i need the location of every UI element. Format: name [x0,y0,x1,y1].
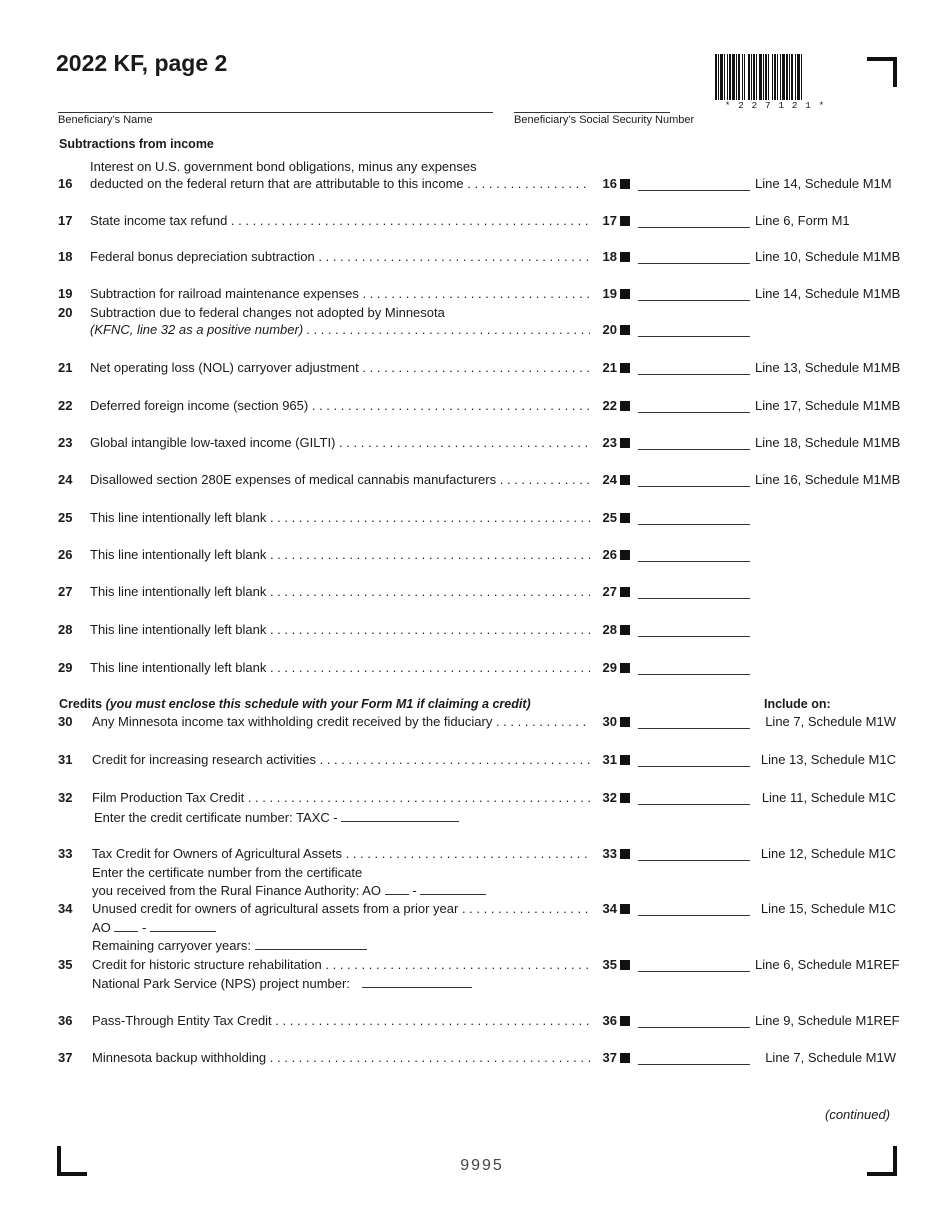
line-description: Unused credit for owners of agricultural assets from a prior year . . . [92,901,590,916]
film-certificate-label: Enter the credit certificate number: TAXC - [94,810,338,825]
continued-note: (continued) [825,1107,891,1122]
line-16-description-first: Interest on U.S. government bond obligations, minus any expenses [90,159,477,174]
line-description: This line intentionally left blank . . . [90,510,590,525]
line-label: 25 [602,510,617,525]
line-reference: Line 11, Schedule M1C [761,790,896,805]
line-label: 32 [602,790,617,805]
line-number: 19 [58,286,73,301]
line-32-amount-field[interactable] [638,790,750,805]
line-19-amount-field[interactable] [638,286,750,301]
ag-certificate-instruction: Enter the certificate number from the certificate [92,865,363,880]
nps-project-field[interactable] [362,976,472,988]
beneficiary-name-field[interactable] [58,98,493,113]
line-label: 33 [602,846,617,861]
beneficiary-name-label: Beneficiary’s Name [58,114,153,126]
line-description: Credit for increasing research activities . . . [92,752,590,767]
line-33-amount-field[interactable] [638,846,750,861]
film-certificate-field[interactable] [341,810,459,822]
line-description: Tax Credit for Owners of Agricultural Assets . . . [92,846,590,861]
ag-certificate-row: you received from the Rural Finance Authority: AO - [92,883,486,898]
nps-project-label: National Park Service (NPS) project number: [92,976,350,991]
line-label: 36 [602,1013,617,1028]
required-square-icon [620,252,630,262]
line-reference: Line 7, Schedule M1W [765,1050,896,1065]
line-reference: Line 18, Schedule M1MB [755,435,901,450]
line-description: Subtraction for railroad maintenance expenses . . . [90,286,590,301]
line-reference: Line 9, Schedule M1REF [755,1013,900,1028]
required-square-icon [620,663,630,673]
corner-mark-bottom-left [57,1146,87,1176]
line-label: 35 [602,957,617,972]
required-square-icon [620,1053,630,1063]
line-label: 21 [602,360,617,375]
line-reference: Line 13, Schedule M1MB [755,360,901,375]
remaining-years-label: Remaining carryover years: [92,938,251,953]
required-square-icon [620,587,630,597]
line-label: 24 [602,472,617,487]
line-label: 37 [602,1050,617,1065]
beneficiary-ssn-field[interactable] [514,98,670,113]
required-square-icon [620,625,630,635]
subtractions-heading: Subtractions from income [59,137,214,151]
ag-certificate-label: you received from the Rural Finance Authority: AO [92,883,382,898]
line-number: 34 [58,901,73,916]
line-label: 26 [602,547,617,562]
line-number: 20 [58,305,73,320]
required-square-icon [620,475,630,485]
line-description: (KFNC, line 32 as a positive number) . . . [90,322,590,337]
line-number: 21 [58,360,73,375]
required-square-icon [620,216,630,226]
line-reference: Line 13, Schedule M1C [760,752,896,767]
line-number: 33 [58,846,73,861]
line-18-amount-field[interactable] [638,249,750,264]
film-certificate-row [94,810,459,825]
required-square-icon [620,289,630,299]
line-label: 34 [602,901,617,916]
required-square-icon [620,363,630,373]
beneficiary-ssn-label: Beneficiary’s Social Security Number [514,114,695,126]
line-label: 31 [602,752,617,767]
line-number: 25 [58,510,73,525]
line-number: 18 [58,249,73,264]
unused-ao-label: AO [92,920,111,935]
line-26-amount-field[interactable] [638,547,750,562]
line-27-amount-field[interactable] [638,584,750,599]
page-title: 2022 KF, page 2 [56,50,228,76]
line-label: 30 [602,714,617,729]
line-label: 18 [602,249,617,264]
line-23-amount-field[interactable] [638,435,750,450]
line-reference: Line 10, Schedule M1MB [755,249,901,264]
required-square-icon [620,717,630,727]
line-reference: Line 14, Schedule M1MB [755,286,901,301]
line-reference: Line 15, Schedule M1C [760,901,896,916]
line-description: Film Production Tax Credit . . . [92,790,590,805]
line-label: 19 [602,286,617,301]
line-number: 35 [58,957,73,972]
line-number: 36 [58,1013,73,1028]
line-description: This line intentionally left blank . . . [90,584,590,599]
line-description: Deferred foreign income (section 965) . . . [90,398,590,413]
line-20-description-first: Subtraction due to federal changes not adopted by Minnesota [90,305,445,320]
line-label: 27 [602,584,617,599]
line-21-amount-field[interactable] [638,360,750,375]
required-square-icon [620,401,630,411]
line-31-amount-field[interactable] [638,752,750,767]
ag-certificate-prefix-field[interactable] [385,883,409,895]
line-reference: Line 17, Schedule M1MB [755,398,901,413]
line-description: Net operating loss (NOL) carryover adjustment . . . [90,360,590,375]
line-reference: Line 7, Schedule M1W [765,714,896,729]
line-reference: Line 6, Form M1 [755,213,850,228]
line-35-amount-field[interactable] [638,957,750,972]
required-square-icon [620,179,630,189]
ag-certificate-number-field[interactable] [420,883,486,895]
required-square-icon [620,438,630,448]
line-label: 20 [602,322,617,337]
line-34-amount-field[interactable] [638,901,750,916]
required-square-icon [620,960,630,970]
line-number: 24 [58,472,73,487]
line-number: 16 [58,176,73,191]
required-square-icon [620,755,630,765]
remaining-years-field[interactable] [255,938,367,950]
line-29-amount-field[interactable] [638,660,750,675]
line-17-amount-field[interactable] [638,213,750,228]
barcode-text: * 2 2 7 1 2 1 * [724,100,826,111]
line-number: 27 [58,584,73,599]
line-30-amount-field[interactable] [638,714,750,729]
line-number: 30 [58,714,73,729]
credits-heading-note: (you must enclose this schedule with your Form M1 if claiming a credit) [105,697,531,711]
corner-mark-top-right [867,57,897,87]
line-number: 29 [58,660,73,675]
unused-ao-row: AO - [92,920,216,935]
line-description: This line intentionally left blank . . . [90,547,590,562]
required-square-icon [620,904,630,914]
line-number: 26 [58,547,73,562]
line-label: 29 [602,660,617,675]
line-number: 31 [58,752,73,767]
line-description: State income tax refund . . . [90,213,590,228]
unused-ao-number-field[interactable] [150,920,216,932]
line-description: Pass-Through Entity Tax Credit . . . [92,1013,590,1028]
line-number: 32 [58,790,73,805]
line-25-amount-field[interactable] [638,510,750,525]
include-on-heading: Include on: [764,697,831,711]
corner-mark-bottom-right [867,1146,897,1176]
remaining-years-row [92,938,367,953]
line-number: 28 [58,622,73,637]
line-label: 28 [602,622,617,637]
line-description: deducted on the federal return that are attributable to this income . . . [90,176,590,191]
line-label: 17 [602,213,617,228]
line-number: 22 [58,398,73,413]
form-number: 9995 [460,1157,504,1174]
unused-ao-prefix-field[interactable] [114,920,138,932]
line-reference: Line 16, Schedule M1MB [755,472,901,487]
line-description: Disallowed section 280E expenses of medical cannabis manufacturers . . . [90,472,590,487]
line-22-amount-field[interactable] [638,398,750,413]
credits-heading-text: Credits [59,697,103,711]
line-reference: Line 12, Schedule M1C [760,846,896,861]
line-number: 37 [58,1050,73,1065]
line-description: Minnesota backup withholding . . . [92,1050,590,1065]
line-reference: Line 6, Schedule M1REF [755,957,900,972]
required-square-icon [620,513,630,523]
line-description: Federal bonus depreciation subtraction . . . [90,249,590,264]
line-label: 22 [602,398,617,413]
line-36-amount-field[interactable] [638,1013,750,1028]
required-square-icon [620,793,630,803]
line-28-amount-field[interactable] [638,622,750,637]
line-number: 23 [58,435,73,450]
line-label: 16 [602,176,617,191]
line-reference: Line 14, Schedule M1M [755,176,892,191]
line-description: Any Minnesota income tax withholding credit received by the fiduciary . . . [92,714,590,729]
required-square-icon [620,1016,630,1026]
credits-heading [59,697,531,711]
line-37-amount-field[interactable] [638,1050,750,1065]
line-description: Credit for historic structure rehabilitation . . . [92,957,590,972]
line-20-amount-field[interactable] [638,322,750,337]
line-24-amount-field[interactable] [638,472,750,487]
barcode [715,54,835,100]
line-description: This line intentionally left blank . . . [90,622,590,637]
nps-project-row [92,976,472,991]
line-description: This line intentionally left blank . . . [90,660,590,675]
line-16-amount-field[interactable] [638,176,750,191]
line-number: 17 [58,213,73,228]
line-description: Global intangible low-taxed income (GILTI) . . . [90,435,590,450]
required-square-icon [620,849,630,859]
required-square-icon [620,325,630,335]
required-square-icon [620,550,630,560]
line-label: 23 [602,435,617,450]
